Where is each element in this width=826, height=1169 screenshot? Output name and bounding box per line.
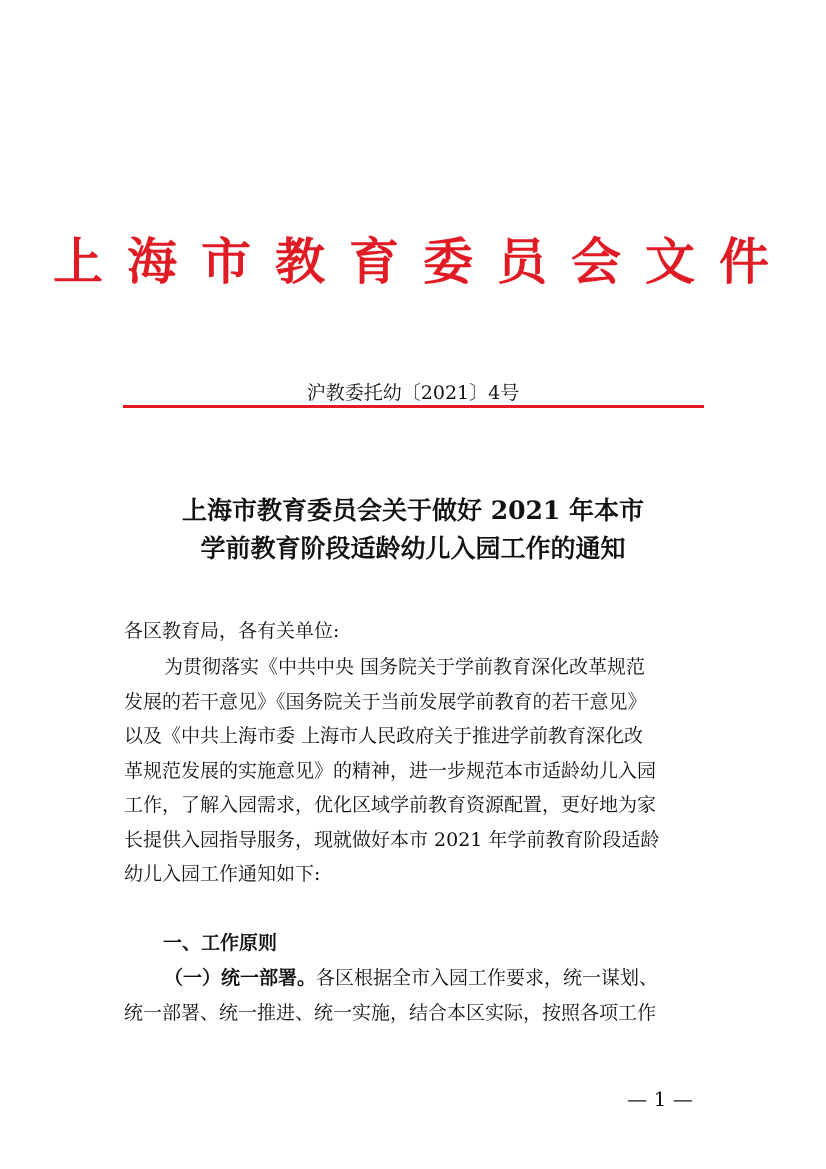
document-title-line-2: 学前教育阶段适龄幼儿入园工作的通知 (200, 534, 626, 563)
intro-paragraph (124, 650, 704, 892)
document-header-title: 上海市教育委员会文件 (53, 232, 793, 291)
document-number: 沪教委托幼〔2021〕4号 (306, 382, 520, 404)
intro-line: 革规范发展的实施意见》的精神，进一步规范本市适龄幼儿入园 (124, 759, 657, 782)
item-1-lead: （一）统一部署。 (164, 967, 317, 989)
item-1-text: 各区根据全市入园工作要求，统一谋划、 (316, 967, 659, 989)
intro-line: 发展的若干意见》《国务院关于当前发展学前教育的若干意见》 (124, 690, 647, 713)
document-title-line-1: 上海市教育委员会关于做好 2021 年本市 (182, 496, 644, 525)
salutation-text: 各区教育局，各有关单位: (124, 620, 340, 642)
item-1-line-2: 统一部署、统一推进、统一实施，结合本区实际，按照各项工作 (124, 1001, 657, 1024)
page-number: — 1 — (627, 1087, 693, 1111)
intro-line: 长提供入园指导服务，现就做好本市 2021 年学前教育阶段适龄 (124, 828, 660, 851)
item-1-line (124, 961, 704, 996)
section-heading-1: 一、工作原则 (163, 932, 278, 954)
intro-line: 为贯彻落实《中共中央 国务院关于学前教育深化改革规范 (164, 656, 646, 678)
header-divider (123, 405, 704, 408)
intro-line: 以及《中共上海市委 上海市人民政府关于推进学前教育深化改 (124, 725, 644, 747)
intro-line: 幼儿入园工作通知如下: (124, 863, 321, 885)
item-1-paragraph (124, 961, 704, 1030)
salutation (124, 614, 704, 649)
intro-line: 工作，了解入园需求，优化区域学前教育资源配置，更好地为家 (124, 794, 657, 816)
